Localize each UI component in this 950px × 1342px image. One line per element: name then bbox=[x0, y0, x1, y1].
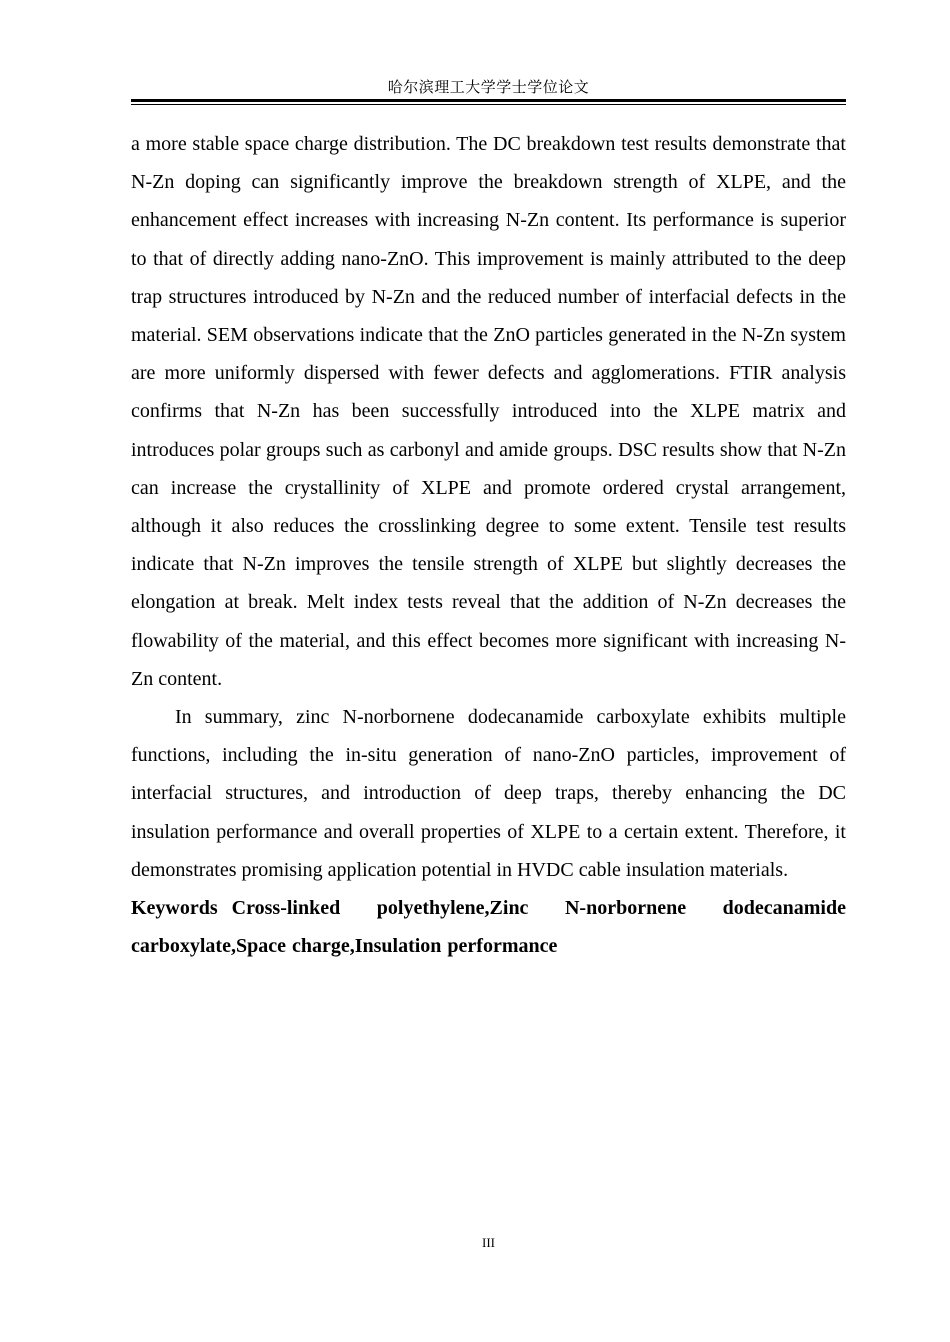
page-number: III bbox=[482, 1235, 495, 1250]
keywords-label: Keywords bbox=[131, 897, 218, 920]
header-rule-thin bbox=[131, 104, 846, 105]
abstract-body bbox=[131, 125, 846, 965]
abstract-paragraph-2: In summary, zinc N-norbornene dodecanamide carboxylate exhibits multiple functions, including the in-situ generation of nano-ZnO particles, improvement of interfacial structures, and introduction of deep traps, thereby enhancing the DC insulation performance and overall properties of XLPE to a certain extent. Therefore, it demonstrates promising application potential in HVDC cable insulation materials. bbox=[131, 706, 846, 881]
keywords-line bbox=[131, 889, 846, 965]
header-rule-thick bbox=[131, 99, 846, 102]
running-header: 哈尔滨理工大学学士学位论文 bbox=[387, 80, 590, 96]
keywords-text: Cross-linked polyethylene,Zinc N-norbornene dodecanamide carboxylate,Space charge,Insulation performance bbox=[131, 897, 846, 958]
abstract-paragraph-1: a more stable space charge distribution. The DC breakdown test results demonstrate that N-Zn doping can significantly improve the breakdown strength of XLPE, and the enhancement effect increases with increasing N-Zn content. Its performance is superior to that of directly adding nano-ZnO. This improvement is mainly attributed to the deep trap structures introduced by N-Zn and the reduced number of interfacial defects in the material. SEM observations indicate that the ZnO particles generated in the N-Zn system are more uniformly dispersed with fewer defects and agglomerations. FTIR analysis confirms that N-Zn has been successfully introduced into the XLPE matrix and introduces polar groups such as carbonyl and amide groups. DSC results show that N-Zn can increase the crystallinity of XLPE and promote ordered crystal arrangement, although it also reduces the crosslinking degree to some extent. Tensile test results indicate that N-Zn improves the tensile strength of XLPE but slightly decreases the elongation at break. Melt index tests reveal that the addition of N-Zn decreases the flowability of the material, and this effect becomes more significant with increasing N-Zn content. bbox=[131, 133, 846, 690]
